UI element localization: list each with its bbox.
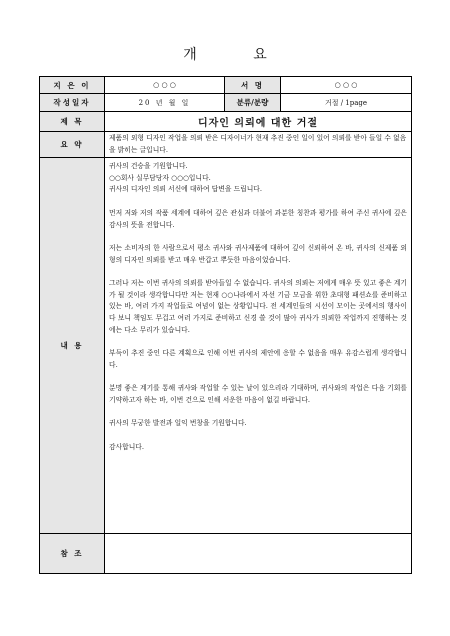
- type-value: 거절 / 1page: [281, 94, 412, 112]
- paragraph-regret: 부득이 추진 중인 다른 계획으로 인해 이번 귀사의 제안에 응할 수 없음을 매우 유감스럽게 생각합니다.: [109, 349, 407, 369]
- content-label: 내 용: [40, 158, 105, 534]
- signature-value: ○ ○ ○: [281, 77, 412, 94]
- paragraph-closing: 감사합니다.: [109, 442, 144, 451]
- summary-label: 요 약: [40, 132, 105, 158]
- paragraph-trust: 저는 소비자의 한 사람으로서 평소 귀사와 귀사제품에 대하여 깊이 신뢰하여 온 바, 귀사의 신제품 외형의 디자인 의뢰를 받고 매우 반갑고 뿌듯한 마음이었습니다.: [109, 243, 407, 264]
- type-label: 분류/분량: [225, 94, 281, 112]
- subject-row: [40, 112, 412, 132]
- author-row: [40, 77, 412, 94]
- greeting-line-3: 귀사의 디자인 의뢰 서신에 대하여 답변을 드립니다.: [109, 185, 263, 194]
- summary-value: 제품의 외형 디자인 작업을 의뢰 받은 디자이너가 현재 추진 중인 일이 있어 의뢰를 받아 들일 수 없음을 밝히는 글입니다.: [105, 132, 412, 158]
- date-row: [40, 94, 412, 112]
- signature-label: 서 명: [225, 77, 281, 94]
- author-label: 지 은 이: [40, 77, 105, 94]
- author-value: ○ ○ ○: [105, 77, 225, 94]
- notes-label: 참 조: [40, 534, 105, 574]
- paragraph-wishes: 귀사의 무궁한 발전과 일익 번창을 기원합니다.: [109, 419, 247, 428]
- document-title: 개 요: [183, 47, 293, 63]
- greeting-line-1: 귀사의 건승을 기원합니다.: [109, 162, 188, 170]
- paragraph-refusal: 그러나 저는 이번 귀사의 의뢰를 받아들일 수 없습니다. 귀사의 의뢰는 저에게 매우 뜻 있고 좋은 계기가 될 것이라 생각합니다만 저는 현재 ○○나라에서 자선 기금 모금을 위한 초대형 패션쇼를 준비하고 있는 바, 여러 가지 작업들로 여념이 없는 상황입니다. 전 세계인들의 시선이 모이는 곳에서의 행사이다 보니 책임도 무겁고 여러 가지로 준비하고 신경 쓸 것이 많아 귀사가 의뢰한 작업까지 진행하는 것에는 다소 무리가 있습니다.: [109, 278, 407, 334]
- subject-label: 제 목: [40, 112, 105, 132]
- paragraph-future: 분명 좋은 계기를 통해 귀사와 작업할 수 있는 날이 있으리라 기대하며, 귀사와의 작업은 다음 기회를 기약하고자 하는 바, 이번 건으로 인해 서운한 마음이 없길 바랍니다.: [109, 384, 407, 404]
- subject-value: 디자인 의뢰에 대한 거절: [105, 112, 412, 132]
- summary-row: [40, 132, 412, 158]
- greeting-line-2: ○○회사 실무담당자 ○○○입니다.: [109, 173, 211, 182]
- date-value: 20 년 월 일: [105, 94, 225, 112]
- content-body: [105, 158, 412, 534]
- overview-table: [39, 76, 412, 574]
- notes-row: [40, 534, 412, 574]
- notes-value: [105, 534, 412, 574]
- greeting-paragraph: [109, 161, 407, 196]
- content-row: [40, 158, 412, 534]
- paragraph-thanks: 먼저 저와 저의 작품 세계에 대하여 깊은 관심과 더불어 과분한 칭찬과 평가를 하여 주신 귀사에 깊은 감사의 뜻을 전합니다.: [109, 208, 407, 229]
- date-label: 작성일자: [40, 94, 105, 112]
